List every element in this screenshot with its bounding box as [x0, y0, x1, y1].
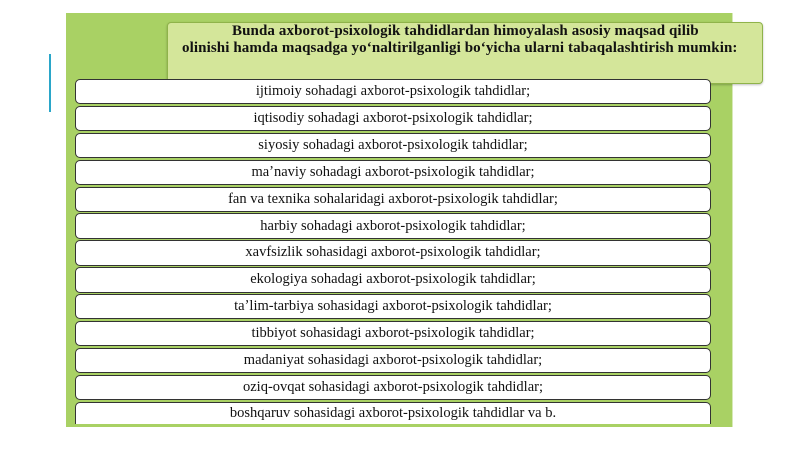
list-item: iqtisodiy sohadagi axborot-psixologik tahdidlar; [75, 106, 711, 131]
header-text: Bunda axborot-psixologik tahdidlardan himoyalash asosiy maqsad qilib olinishi hamda maqsadga yoʻnaltirilganligi boʻyicha ularni tabaqalashtirish mumkin: [182, 23, 738, 56]
list-item: boshqaruv sohasidagi axborot-psixologik tahdidlar va b. [75, 402, 711, 424]
list-item: fan va texnika sohalaridagi axborot-psixologik tahdidlar; [75, 187, 711, 212]
header-box [167, 22, 763, 84]
list-item: madaniyat sohasidagi axborot-psixologik tahdidlar; [75, 348, 711, 373]
category-list [75, 79, 711, 425]
list-item: oziq-ovqat sohasidagi axborot-psixologik tahdidlar; [75, 375, 711, 400]
list-item: harbiy sohadagi axborot-psixologik tahdidlar; [75, 213, 711, 238]
list-item: ekologiya sohadagi axborot-psixologik tahdidlar; [75, 267, 711, 292]
accent-line [49, 54, 51, 112]
list-item: xavfsizlik sohasidagi axborot-psixologik tahdidlar; [75, 240, 711, 265]
list-item: tibbiyot sohasidagi axborot-psixologik tahdidlar; [75, 321, 711, 346]
list-item: ijtimoiy sohadagi axborot-psixologik tahdidlar; [75, 79, 711, 104]
list-item: maʼnaviy sohadagi axborot-psixologik tahdidlar; [75, 160, 711, 185]
list-item: siyosiy sohadagi axborot-psixologik tahdidlar; [75, 133, 711, 158]
list-item: taʼlim-tarbiya sohasidagi axborot-psixologik tahdidlar; [75, 294, 711, 319]
